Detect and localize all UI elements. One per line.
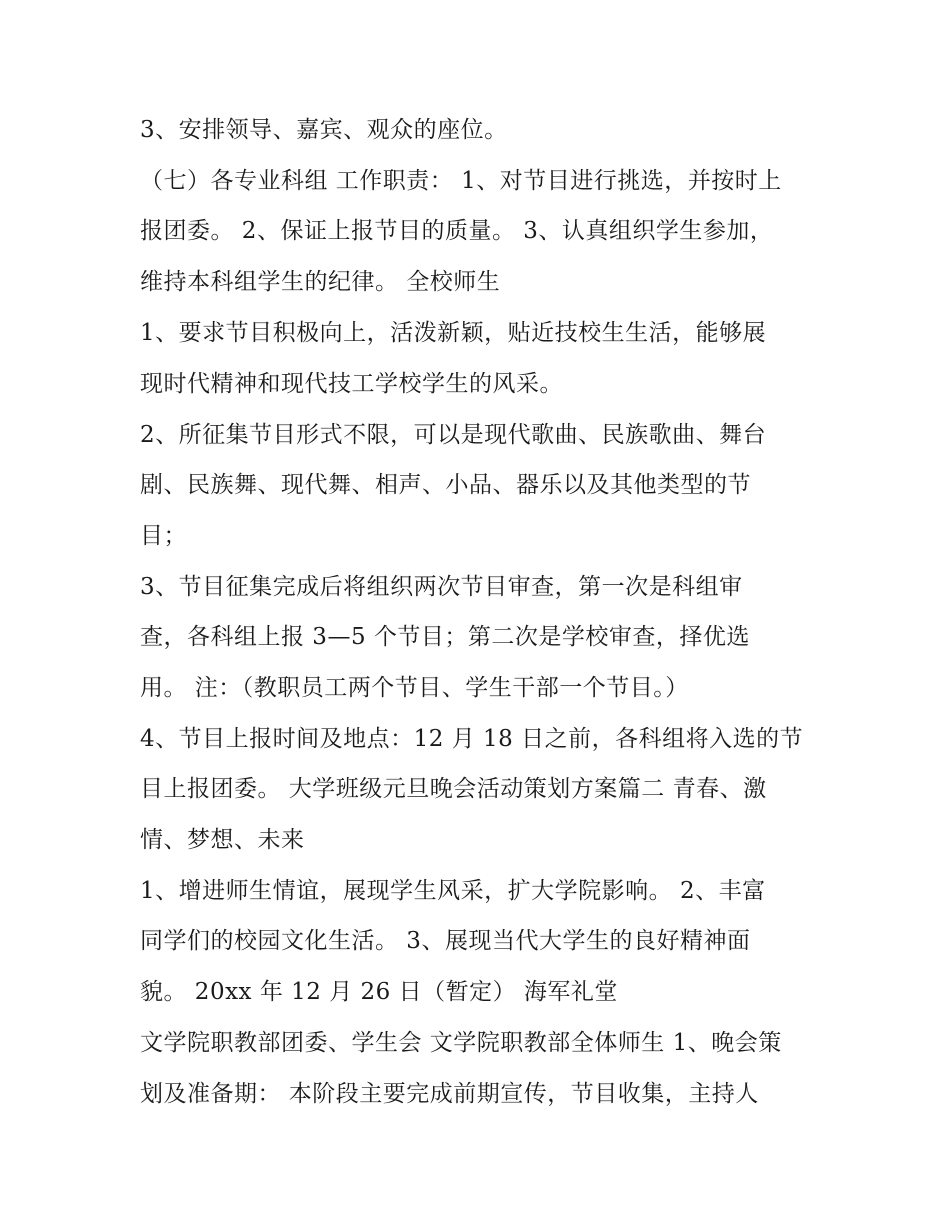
text-line: 3、安排领导、嘉宾、观众的座位。	[140, 117, 508, 143]
text-line: 文学院职教部团委、学生会 文学院职教部全体师生 1、晚会策	[140, 1030, 782, 1056]
text-line: 2、所征集节目形式不限，可以是现代歌曲、民族歌曲、舞台	[140, 422, 767, 448]
text-line: 划及准备期： 本阶段主要完成前期宣传，节目收集，主持人	[140, 1081, 759, 1107]
text-line: 查，各科组上报 3—5 个节目；第二次是学校审查，择优选	[140, 624, 750, 650]
text-line: 1、要求节目积极向上，活泼新颖，贴近技校生生活，能够展	[140, 320, 767, 346]
text-line: 同学们的校园文化生活。 3、展现当代大学生的良好精神面	[140, 928, 751, 954]
text-line: 现时代精神和现代技工学校学生的风采。	[140, 371, 563, 397]
text-line: 貌。 20xx 年 12 月 26 日（暂定） 海军礼堂	[140, 979, 618, 1005]
text-line: 报团委。 2、保证上报节目的质量。 3、认真组织学生参加，	[140, 218, 774, 244]
text-line: 目；	[140, 523, 187, 549]
text-line: 目上报团委。 大学班级元旦晚会活动策划方案篇二 青春、激	[140, 776, 767, 802]
text-line: 情、梦想、未来	[140, 827, 305, 853]
text-line: 维持本科组学生的纪律。 全校师生	[140, 269, 501, 295]
text-line: 4、节目上报时间及地点：12 月 18 日之前，各科组将入选的节	[140, 726, 804, 752]
text-line: （七）各专业科组 工作职责： 1、对节目进行挑选，并按时上	[140, 168, 782, 194]
text-line: 用。 注：（教职员工两个节目、学生干部一个节目。）	[140, 675, 689, 701]
text-line: 剧、民族舞、现代舞、相声、小品、器乐以及其他类型的节	[140, 472, 751, 498]
text-line: 1、增进师生情谊，展现学生风采，扩大学院影响。 2、丰富	[140, 878, 766, 904]
text-line: 3、节目征集完成后将组织两次节目审查，第一次是科组审	[140, 574, 743, 600]
